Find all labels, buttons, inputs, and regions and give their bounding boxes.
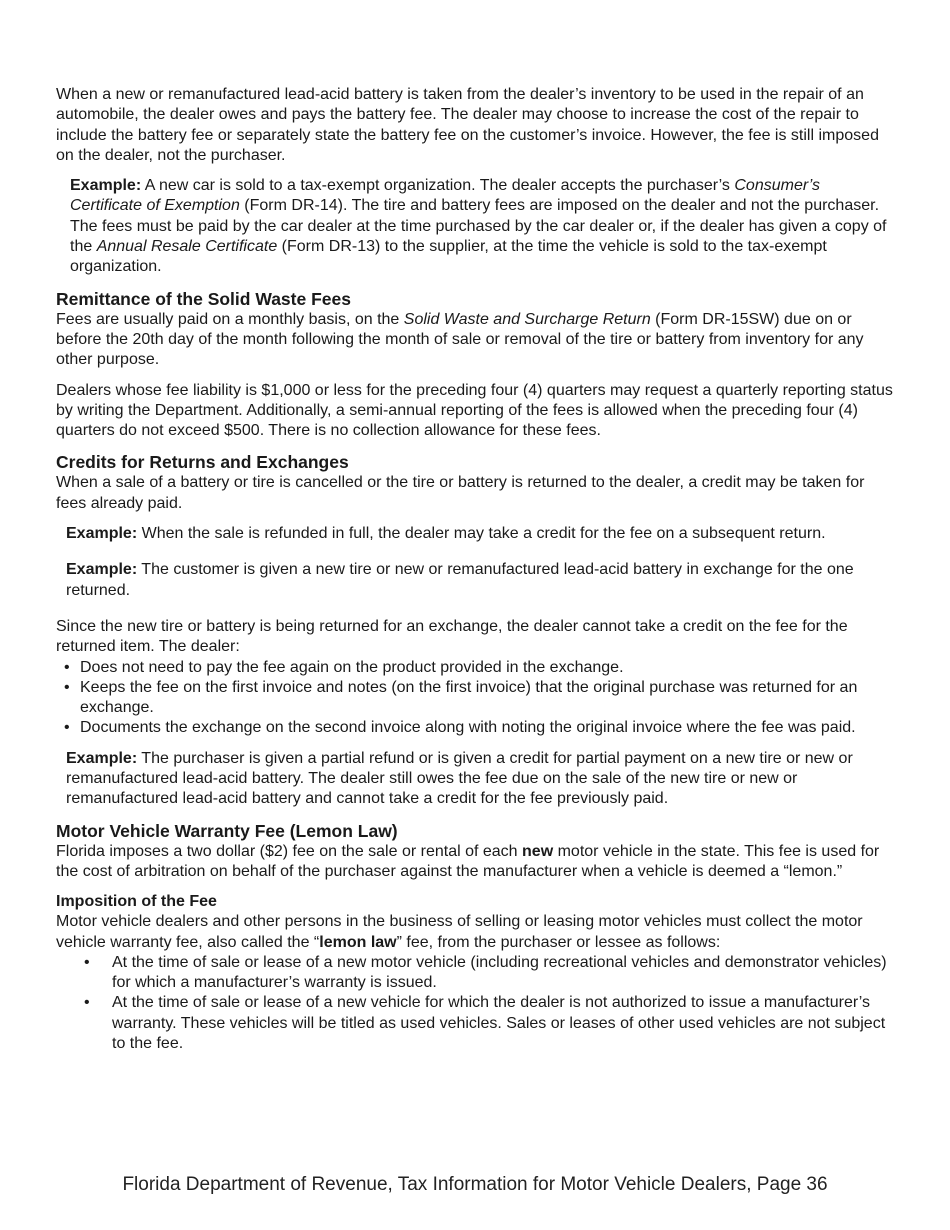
dealer-exchange-list: [56, 658, 896, 739]
list-item: • At the time of sale or lease of a new motor vehicle (including recreational vehicles and demonstrator vehicles) for which a manufacturer’s warranty is issued.: [56, 953, 896, 994]
lemon-paragraph-1: Florida imposes a two dollar ($2) fee on the sale or rental of each new motor vehicle in the state. This fee is used for the cost of arbitration on behalf of the purchaser against the manufacturer when a vehicle is deemed a “lemon.”: [56, 842, 880, 880]
example-label: Example:: [66, 749, 138, 767]
remittance-paragraph-2: Dealers whose fee liability is $1,000 or less for the preceding four (4) quarters may request a quarterly reporting status by writing the Department. Additionally, a semi-annual reporting of the fees is allowed when the preceding four (4) quarters do not exceed $500. There is no collection allowance for these fees.: [56, 381, 893, 440]
example-exempt-organization: Example: A new car is sold to a tax-exempt organization. The dealer accepts the purchaser’s Consumer’s Certificate of Exemption (Form DR-14). The tire and battery fees are imposed on the dealer and not the purchaser. The fees must be paid by the car dealer at the time purchased by the car dealer or, if the dealer has given a copy of the Annual Resale Certificate (Form DR-13) to the supplier, at the time the vehicle is sold to the tax-exempt organization.: [70, 177, 887, 276]
heading-credits: Credits for Returns and Exchanges: [56, 452, 349, 473]
lemon-fee-list: [56, 953, 896, 1054]
example-exchange: Example: The customer is given a new tire or new or remanufactured lead-acid battery in exchange for the one returned.: [66, 561, 854, 599]
example-label: Example:: [70, 177, 142, 195]
list-item: • Keeps the fee on the first invoice and notes (on the first invoice) that the original purchase was returned for an exchange.: [56, 678, 896, 719]
remittance-paragraph-1: Fees are usually paid on a monthly basis, on the Solid Waste and Surcharge Return (Form DR-15SW) due on or before the 20th day of the month following the month of sale or removal of the tire or battery from inventory for any other purpose.: [56, 310, 864, 369]
form-dr13-title: Annual Resale Certificate: [96, 238, 278, 256]
lemon-paragraph-2: Motor vehicle dealers and other persons in the business of selling or leasing motor vehicles must collect the motor vehicle warranty fee, also called the “lemon law” fee, from the purchaser or lessee as follows:: [56, 913, 863, 951]
example-full-refund: Example: When the sale is refunded in full, the dealer may take a credit for the fee on a subsequent return.: [66, 525, 826, 543]
example-partial-refund: Example: The purchaser is given a partial refund or is given a credit for partial payment on a new tire or new or remanufactured lead-acid battery. The dealer still owes the fee due on the sale of the new tire or new or remanufactured lead-acid battery and cannot take a credit for the fee previously paid.: [66, 749, 853, 808]
intro-paragraph: When a new or remanufactured lead-acid battery is taken from the dealer’s inventory to be used in the repair of an automobile, the dealer owes and pays the battery fee. The dealer may choose to increase the cost of the repair to include the battery fee or separately state the battery fee on the customer’s invoice. However, the fee is still imposed on the dealer, not the purchaser.: [56, 86, 879, 164]
page-body: [56, 85, 896, 1054]
page-footer: Florida Department of Revenue, Tax Information for Motor Vehicle Dealers, Page 36: [122, 1174, 828, 1195]
list-item: • Does not need to pay the fee again on the product provided in the exchange.: [56, 658, 896, 678]
credits-paragraph-2: Since the new tire or battery is being returned for an exchange, the dealer cannot take a credit on the fee for the returned item. The dealer:: [56, 617, 848, 656]
form-dr15sw-title: Solid Waste and Surcharge Return: [403, 310, 651, 328]
heading-lemon-law: Motor Vehicle Warranty Fee (Lemon Law): [56, 820, 398, 841]
list-item: • Documents the exchange on the second invoice along with noting the original invoice where the fee was paid.: [56, 718, 896, 738]
list-item: • At the time of sale or lease of a new vehicle for which the dealer is not authorized to issue a manufacturer’s warranty. These vehicles will be titled as used vehicles. Sales or leases of other used vehicles are not subject to the fee.: [56, 993, 896, 1054]
credits-paragraph-1: When a sale of a battery or tire is cancelled or the tire or battery is returned to the dealer, a credit may be taken for fees already paid.: [56, 474, 865, 512]
heading-remittance: Remittance of the Solid Waste Fees: [56, 288, 351, 309]
example-label: Example:: [66, 525, 138, 543]
example-label: Example:: [66, 561, 138, 579]
form-dr14-title: Consumer’s Certificate of Exemption: [70, 177, 821, 215]
subheading-imposition: Imposition of the Fee: [56, 893, 217, 911]
